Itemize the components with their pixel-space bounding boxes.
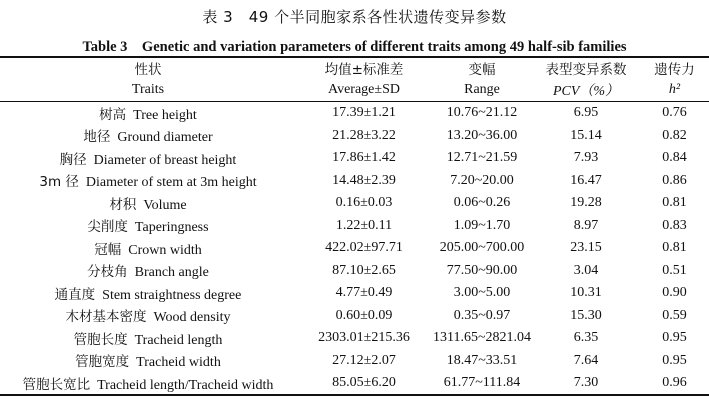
trait-name-chinese: 管胞长度 — [73, 331, 128, 348]
table-caption-chinese: 表 3 49 个半同胞家系各性状遗传变异参数 — [202, 8, 507, 26]
heritability-cell: 0.81 — [662, 195, 687, 211]
average-sd-cell: 1.22±0.11 — [335, 217, 393, 233]
table-row — [0, 237, 709, 260]
trait-cell — [0, 372, 296, 395]
range-cell: 205.00~700.00 — [439, 240, 525, 256]
average-sd-cell: 422.02±97.71 — [325, 240, 403, 256]
pcv-cell: 15.14 — [570, 127, 602, 143]
header-traits-cn: 性状 — [134, 62, 162, 78]
heritability-cell: 0.82 — [662, 127, 687, 143]
trait-cell — [0, 327, 296, 350]
trait-name-chinese: 3m 径 — [39, 174, 79, 191]
header-row-english — [0, 79, 709, 101]
trait-name-chinese: 管胞长宽比 — [22, 376, 91, 393]
trait-name-english: Tracheid length/Tracheid width — [97, 377, 274, 393]
trait-name-chinese: 地径 — [83, 129, 111, 146]
trait-name-english: Diameter of stem at 3m height — [85, 175, 257, 191]
trait-name-chinese: 树高 — [99, 106, 127, 123]
trait-name-english: Tracheid length — [134, 332, 223, 348]
trait-name-english: Tracheid width — [136, 355, 221, 371]
heritability-cell: 0.59 — [662, 307, 687, 323]
range-cell: 1.09~1.70 — [453, 217, 511, 233]
pcv-cell: 3.04 — [573, 262, 599, 278]
heritability-cell: 0.90 — [662, 285, 687, 301]
trait-name-chinese: 分枝角 — [87, 264, 128, 281]
heritability-cell: 0.95 — [662, 330, 687, 346]
heritability-cell: 0.84 — [662, 150, 687, 166]
header-range-en: Range — [464, 82, 500, 97]
range-cell: 3.00~5.00 — [453, 285, 511, 301]
pcv-cell: 15.30 — [570, 307, 602, 323]
table-row — [0, 192, 709, 215]
header-average-cn: 均值±标准差 — [324, 62, 404, 78]
trait-name-english: Tree height — [133, 107, 197, 123]
header-row-chinese — [0, 57, 709, 79]
trait-cell — [0, 305, 296, 328]
trait-name-chinese: 冠幅 — [94, 241, 122, 258]
pcv-cell: 19.28 — [570, 195, 602, 211]
range-cell: 12.71~21.59 — [446, 150, 518, 166]
range-cell: 13.20~36.00 — [446, 127, 518, 143]
average-sd-cell: 0.60±0.09 — [335, 307, 393, 323]
average-sd-cell: 17.86±1.42 — [332, 150, 396, 166]
trait-name-english: Crown width — [128, 242, 202, 258]
trait-cell — [0, 215, 296, 238]
trait-name-english: Diameter of breast height — [93, 152, 237, 168]
range-cell: 0.35~0.97 — [453, 307, 511, 323]
average-sd-cell: 4.77±0.49 — [335, 285, 393, 301]
range-cell: 77.50~90.00 — [446, 262, 518, 278]
heritability-cell: 0.76 — [662, 105, 687, 121]
table-row — [0, 350, 709, 373]
heritability-cell: 0.81 — [662, 240, 687, 256]
pcv-cell: 7.30 — [573, 375, 599, 391]
trait-name-chinese: 通直度 — [54, 286, 96, 303]
average-sd-cell: 0.16±0.03 — [335, 195, 393, 211]
range-cell: 0.06~0.26 — [453, 195, 511, 211]
table-caption-english: Table 3 Genetic and variation parameters of different traits among 49 half-sib families — [82, 39, 627, 55]
average-sd-cell: 85.05±6.20 — [332, 375, 396, 391]
trait-name-chinese: 胸径 — [59, 151, 87, 168]
range-cell: 1311.65~2821.04 — [432, 330, 532, 346]
table-body — [0, 101, 709, 395]
pcv-cell: 6.95 — [573, 105, 599, 121]
pcv-cell: 6.35 — [573, 330, 599, 346]
trait-cell — [0, 237, 296, 260]
table-row — [0, 327, 709, 350]
heritability-cell: 0.96 — [662, 375, 687, 391]
trait-cell — [0, 170, 296, 193]
table-header — [0, 57, 709, 101]
trait-cell — [0, 147, 296, 170]
pcv-cell: 7.93 — [573, 150, 599, 166]
trait-cell — [0, 102, 296, 125]
heritability-cell: 0.86 — [662, 172, 687, 188]
table-row — [0, 282, 709, 305]
trait-name-english: Stem straightness degree — [102, 287, 242, 303]
trait-cell — [0, 125, 296, 148]
average-sd-cell: 14.48±2.39 — [332, 172, 396, 188]
header-traits-en: Traits — [131, 82, 165, 97]
trait-name-chinese: 木材基本密度 — [65, 309, 147, 326]
header-average-en: Average±SD — [328, 82, 400, 97]
trait-name-english: Wood density — [153, 310, 231, 326]
table-row — [0, 125, 709, 148]
trait-name-chinese: 尖削度 — [87, 219, 128, 236]
table-row — [0, 305, 709, 328]
trait-name-chinese: 材积 — [109, 196, 137, 213]
header-h2-cn: 遗传力 — [654, 62, 695, 78]
header-pcv-en: PCV（%） — [552, 84, 620, 99]
average-sd-cell: 21.28±3.22 — [332, 127, 396, 143]
pcv-cell: 7.64 — [573, 352, 599, 368]
trait-cell — [0, 260, 296, 283]
table-row — [0, 372, 709, 395]
average-sd-cell: 87.10±2.65 — [332, 262, 396, 278]
header-h2-en: h² — [668, 82, 681, 97]
heritability-cell: 0.83 — [662, 217, 687, 233]
pcv-cell: 23.15 — [570, 240, 602, 256]
trait-cell — [0, 350, 296, 373]
header-range-cn: 变幅 — [468, 62, 496, 78]
heritability-cell: 0.95 — [662, 352, 687, 368]
range-cell: 10.76~21.12 — [446, 105, 518, 121]
trait-name-english: Volume — [143, 197, 187, 213]
trait-name-chinese: 管胞宽度 — [75, 354, 130, 371]
table-row — [0, 215, 709, 238]
table-row — [0, 260, 709, 283]
average-sd-cell: 17.39±1.21 — [332, 105, 396, 121]
average-sd-cell: 27.12±2.07 — [332, 352, 396, 368]
range-cell: 7.20~20.00 — [450, 172, 514, 188]
genetic-parameters-table — [0, 57, 709, 395]
table-row — [0, 102, 709, 125]
average-sd-cell: 2303.01±215.36 — [318, 330, 410, 346]
trait-cell — [0, 192, 296, 215]
trait-name-english: Taperingness — [134, 220, 209, 236]
table-row — [0, 147, 709, 170]
heritability-cell: 0.51 — [662, 262, 687, 278]
trait-cell — [0, 282, 296, 305]
header-pcv-cn: 表型变异系数 — [545, 62, 627, 78]
table-row — [0, 170, 709, 193]
trait-name-english: Ground diameter — [117, 130, 213, 146]
pcv-cell: 10.31 — [570, 285, 602, 301]
pcv-cell: 8.97 — [573, 217, 599, 233]
range-cell: 18.47~33.51 — [446, 352, 518, 368]
pcv-cell: 16.47 — [570, 172, 602, 188]
range-cell: 61.77~111.84 — [443, 375, 521, 391]
trait-name-english: Branch angle — [134, 265, 209, 281]
